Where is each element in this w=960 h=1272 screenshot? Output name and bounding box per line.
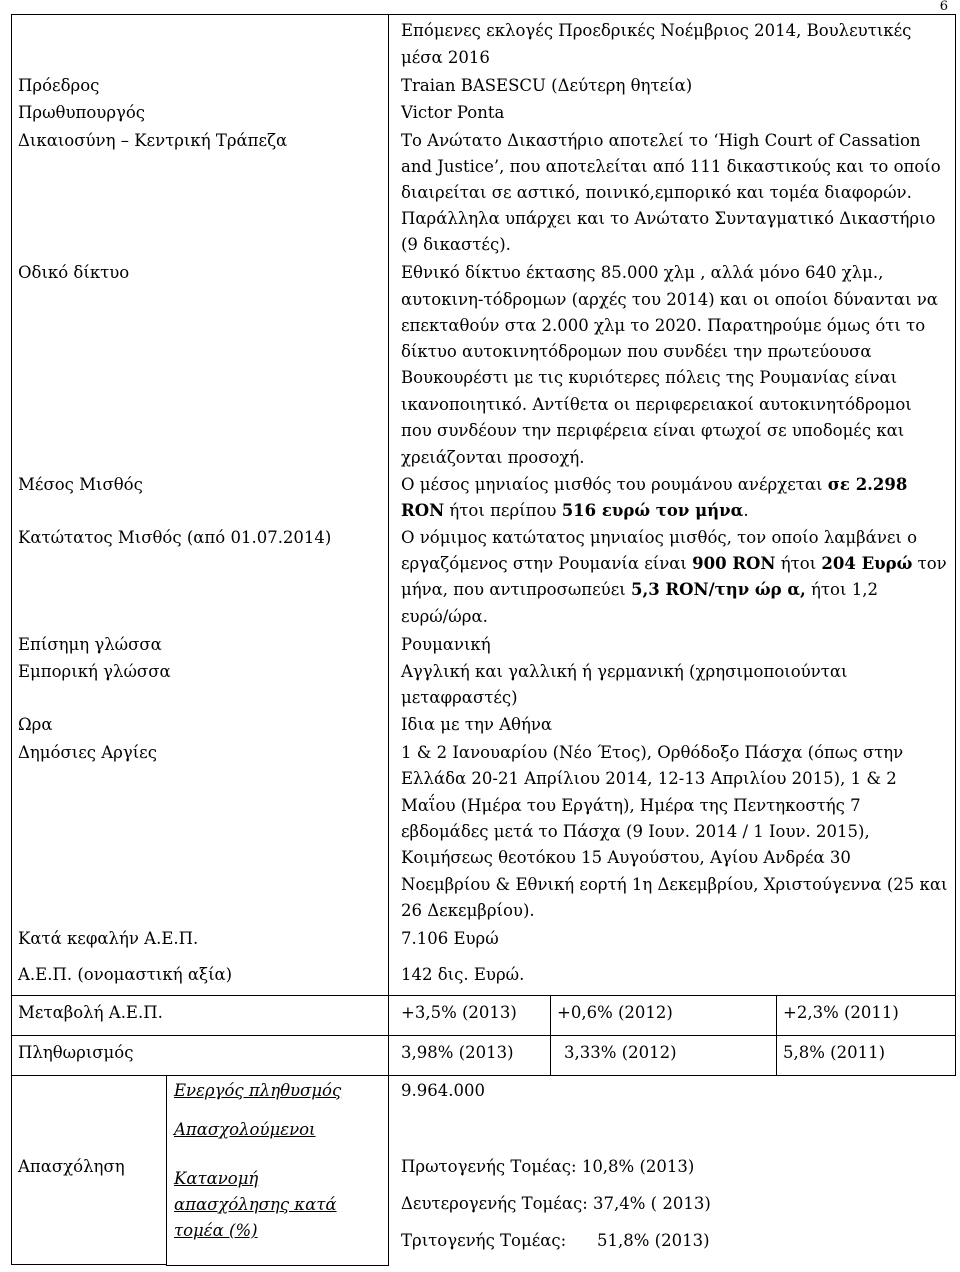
col-divider-a xyxy=(388,995,389,1076)
table-top-border xyxy=(11,14,956,15)
min-salary-hourly: 5,3 RON/την ώρ α, xyxy=(630,580,806,599)
time-value: Ιδια με την Αθήνα xyxy=(401,715,553,734)
min-salary-text-c: τον xyxy=(912,554,947,573)
time-label: Ωρα xyxy=(18,715,53,734)
row-divider-gdp-change xyxy=(11,995,956,996)
official-lang-label: Επίσημη γλώσσα xyxy=(18,635,162,654)
gdp-nominal-label: Α.Ε.Π. (ονομαστική αξία) xyxy=(18,965,233,984)
holidays-label: Δημόσιες Αργίες xyxy=(18,743,157,762)
roads-line-4: δίκτυο αυτοκινητόδρομων που συνδέει την πρωτεύουσα xyxy=(401,342,872,361)
justice-line-5: (9 δικαστές). xyxy=(401,235,511,254)
distribution-label-line-1: Κατανομή xyxy=(174,1169,259,1188)
roads-line-3: επεκταθούν στα 2.000 χλμ το 2020. Παρατηρούμε όμως ότι το xyxy=(401,316,926,335)
avg-salary-text-b: ήτοι περίπου xyxy=(444,501,562,520)
inflation-2011: 5,8% (2011) xyxy=(783,1043,886,1062)
justice-line-3: διαιρείται σε αστικό, ποινικό,εμπορικό και τομέα διαφορών. xyxy=(401,183,912,202)
commercial-lang-label: Εμπορική γλώσσα xyxy=(18,662,171,681)
table-divider-main xyxy=(388,14,389,995)
min-salary-ron: 900 RON xyxy=(692,554,776,573)
pm-label: Πρωθυπουργός xyxy=(18,103,146,122)
avg-salary-line-2 xyxy=(401,498,749,524)
secondary-sector: Δευτερογενής Τομέας: 37,4% ( 2013) xyxy=(401,1194,711,1213)
page-number: 6 xyxy=(939,0,948,14)
row-divider-employment xyxy=(11,1075,956,1076)
holidays-line-3: Μαΐου (Ημέρα του Εργάτη), Ημέρα της Πεντηκοστής 7 xyxy=(401,796,861,815)
justice-label: Δικαιοσύνη – Κεντρική Τράπεζα xyxy=(18,131,288,150)
avg-salary-label: Μέσος Μισθός xyxy=(18,475,143,494)
employed-label: Απασχολούμενοι xyxy=(174,1120,316,1139)
holidays-line-1: 1 & 2 Ιανουαρίου (Νέο Έτος), Ορθόδοξο Πάσχα (όπως στην xyxy=(401,743,904,762)
table-right-border xyxy=(955,14,956,1076)
distribution-label-line-2: απασχόλησης κατά xyxy=(174,1195,337,1214)
gdp-nominal-value: 142 δις. Ευρώ. xyxy=(401,965,525,984)
elections-line-2: μέσα 2016 xyxy=(401,48,490,67)
roads-line-2: αυτοκινη-τόδρομων (αρχές του 2014) και οι οποίοι δύνανται να xyxy=(401,290,938,309)
col-divider-c xyxy=(776,995,777,1076)
min-salary-text-d: μήνα, που αντιπροσωπεύει xyxy=(401,580,631,599)
holidays-line-2: Ελλάδα 20-21 Απρίλιου 2014, 12-13 Απριλίου 2015), 1 & 2 xyxy=(401,769,897,788)
min-salary-text-e: ήτοι 1,2 xyxy=(805,580,878,599)
avg-salary-period: . xyxy=(743,501,749,520)
employment-bottom-left xyxy=(11,1264,167,1265)
elections-line-1: Επόμενες εκλογές Προεδρικές Νοέμβριος 2014, Βουλευτικές xyxy=(401,21,912,40)
employment-value-border xyxy=(388,1075,389,1265)
active-population-label: Ενεργός πληθυσμός xyxy=(174,1081,342,1100)
primary-sector: Πρωτογενής Τομέας: 10,8% (2013) xyxy=(401,1157,695,1176)
president-label: Πρόεδρος xyxy=(18,76,100,95)
min-salary-line-2 xyxy=(401,551,947,577)
holidays-line-7: 26 Δεκεμβρίου). xyxy=(401,901,535,920)
min-salary-text-a: εργαζόμενος στην Ρουμανία είναι xyxy=(401,554,693,573)
roads-line-8: χρειάζονται προσοχή. xyxy=(401,448,585,467)
gdp-change-2013: +3,5% (2013) xyxy=(401,1003,517,1022)
min-salary-euro: 204 Ευρώ xyxy=(821,554,913,573)
min-salary-line-4: ευρώ/ώρα. xyxy=(401,607,488,626)
distribution-label-line-3: τομέα (%) xyxy=(174,1221,258,1240)
justice-line-4: Παράλληλα υπάρχει και το Ανώτατο Συνταγματικό Δικαστήριο xyxy=(401,209,936,228)
gdp-change-label: Μεταβολή Α.Ε.Π. xyxy=(18,1003,163,1022)
employment-inner-border xyxy=(166,1075,167,1265)
employment-left-border xyxy=(11,1075,12,1265)
roads-line-6: ικανοποιητικό. Αντίθετα οι περιφερειακοί αυτοκινητόδρομοι xyxy=(401,395,912,414)
roads-line-1: Εθνικό δίκτυο έκτασης 85.000 χλμ , αλλά μόνο 640 χλμ., xyxy=(401,263,884,282)
holidays-line-6: Νοεμβρίου & Εθνική εορτή 1η Δεκεμβρίου, Χριστούγεννα (25 και xyxy=(401,875,948,894)
gdp-per-capita-label: Κατά κεφαλήν Α.Ε.Π. xyxy=(18,929,199,948)
employment-bottom-right xyxy=(166,1265,389,1266)
justice-line-1: Το Ανώτατο Δικαστήριο αποτελεί το ‘High Court of Cassation xyxy=(401,131,921,150)
avg-salary-euro: 516 ευρώ τον μήνα xyxy=(561,501,744,520)
avg-salary-line-1 xyxy=(401,472,907,498)
col-divider-b xyxy=(550,995,551,1076)
commercial-lang-line-1: Αγγλική και γαλλική ή γερμανική (χρησιμοποιούνται xyxy=(401,662,848,681)
pm-value: Victor Ponta xyxy=(401,103,505,122)
inflation-2013: 3,98% (2013) xyxy=(401,1043,514,1062)
avg-salary-currency: RON xyxy=(401,501,445,520)
roads-line-7: που συνδέουν την περιφέρεια είναι φτωχοί σε υποδομές και xyxy=(401,421,905,440)
holidays-line-4: εβδομάδες μετά το Πάσχα (9 Ιουν. 2014 / 1 Ιουν. 2015), xyxy=(401,822,870,841)
tertiary-sector-value: 51,8% (2013) xyxy=(597,1231,710,1250)
active-population-value: 9.964.000 xyxy=(401,1081,485,1100)
roads-line-5: Βουκουρέστι με τις κυριότερες πόλεις της Ρουμανίας είναι xyxy=(401,368,898,387)
official-lang-value: Ρουμανική xyxy=(401,635,491,654)
holidays-line-5: Κοιμήσεως θεοτόκου 15 Αυγούστου, Αγίου Ανδρέα 30 xyxy=(401,848,851,867)
president-value: Traian BASESCU (Δεύτερη θητεία) xyxy=(401,76,693,95)
inflation-label: Πληθωρισμός xyxy=(18,1043,134,1062)
min-salary-line-1: Ο νόμιμος κατώτατος μηνιαίος μισθός, τον οποίο λαμβάνει ο xyxy=(401,528,918,547)
gdp-change-2012: +0,6% (2012) xyxy=(557,1003,673,1022)
avg-salary-amount: σε 2.298 xyxy=(827,475,908,494)
min-salary-line-3 xyxy=(401,577,878,603)
row-divider-inflation xyxy=(11,1035,956,1036)
gdp-per-capita-value: 7.106 Ευρώ xyxy=(401,929,499,948)
gdp-change-2011: +2,3% (2011) xyxy=(783,1003,899,1022)
justice-line-2: and Justice’, που αποτελείται από 111 δικαστικούς και το οποίο xyxy=(401,157,941,176)
avg-salary-text-a: Ο μέσος μηνιαίος μισθός του ρουμάνου ανέρχεται xyxy=(401,475,828,494)
employment-label: Απασχόληση xyxy=(18,1157,125,1176)
min-salary-text-b: ήτοι xyxy=(775,554,822,573)
roads-label: Οδικό δίκτυο xyxy=(18,263,130,282)
tertiary-sector-label: Τριτογενής Τομέας: xyxy=(401,1231,567,1250)
inflation-2012: 3,33% (2012) xyxy=(564,1043,677,1062)
commercial-lang-line-2: μεταφραστές) xyxy=(401,688,518,707)
table-left-border xyxy=(11,14,12,1076)
min-salary-label: Κατώτατος Μισθός (από 01.07.2014) xyxy=(18,528,332,547)
